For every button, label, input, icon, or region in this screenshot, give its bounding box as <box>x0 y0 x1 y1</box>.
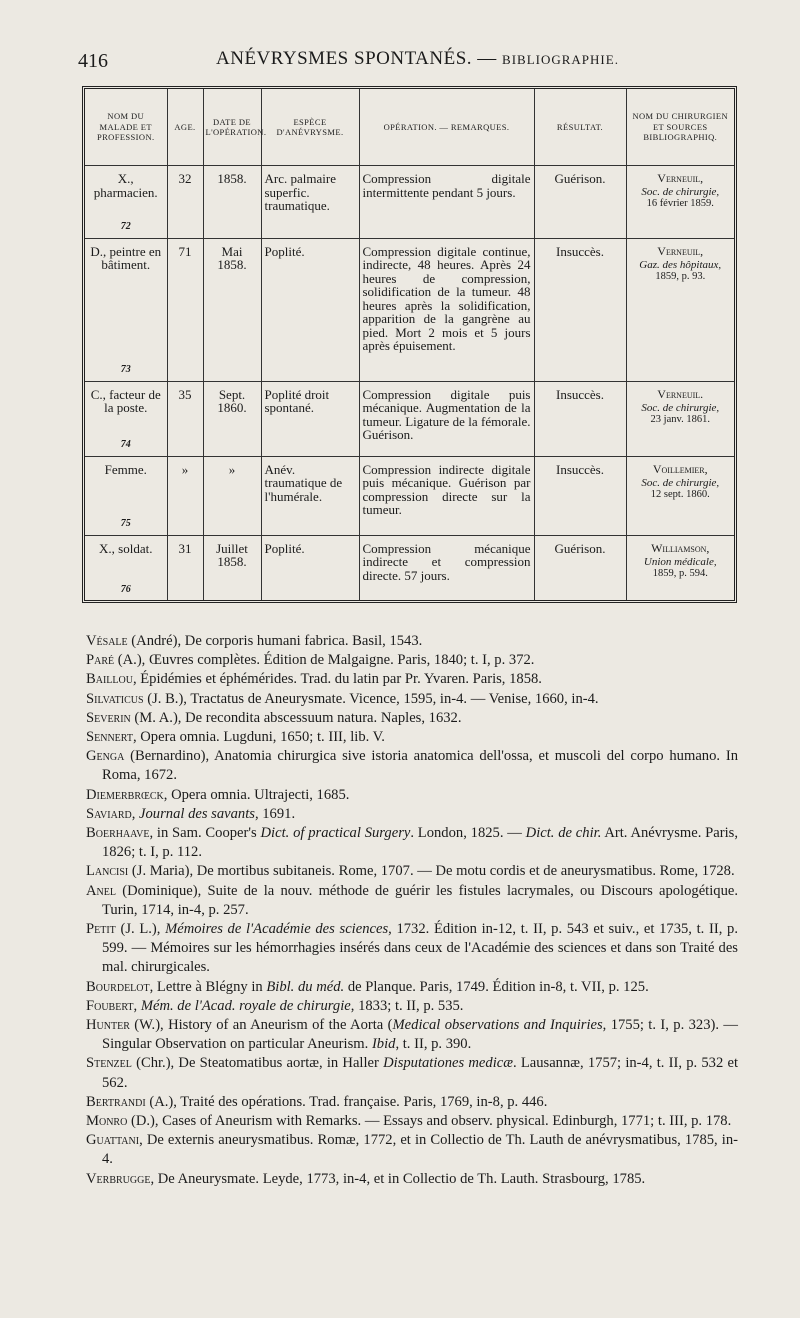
bib-text-after: , 1833; t. II, p. 535. <box>350 997 464 1014</box>
bib-author: Verbrugge <box>86 1170 151 1187</box>
bib-text-after: , 1732. Édition in-12, t. II, p. 543 et suiv., et 1735, t. II, p. 599. — Mémoires sur les hémorrhagies insérés dans ceux de l'Académie des sciences et dans son Traité des mal. chirurgicales. <box>102 921 738 976</box>
cell-patient <box>85 456 167 535</box>
bibliography-entry <box>86 1170 738 1189</box>
running-title-main: ANÉVRYSMES SPONTANÉS. <box>216 48 473 69</box>
bib-text: (A.), Œuvres complètes. Édition de Malgaigne. Paris, 1840; t. I, p. 372. <box>114 652 535 669</box>
bib-author: Baillou <box>86 671 133 688</box>
bib-author: Guattani <box>86 1132 140 1149</box>
surgeon-name: Verneuil. <box>657 386 704 401</box>
bibliography-entry <box>86 1016 738 1054</box>
cell-operation: Compression digitale puis mécanique. Augmentation de la tumeur. Ligature de la fémorale. Guérison. <box>359 381 534 456</box>
bibliography-entry <box>86 862 738 881</box>
case-table <box>85 89 734 600</box>
surgeon-source: Union médicale, <box>643 555 717 568</box>
table-row <box>85 381 734 456</box>
surgeon-name: Verneuil, <box>657 243 704 258</box>
cell-operation: Compression digitale intermittente pendant 5 jours. <box>359 166 534 239</box>
surgeon-name: Voillemier, <box>652 461 708 476</box>
bibliography-entry <box>86 747 738 785</box>
cell-operation: Compression indirecte digitale puis mécanique. Guérison par compression directe sur la tumeur. <box>359 456 534 535</box>
cell-date: Mai 1858. <box>203 238 261 381</box>
cell-age: 71 <box>167 238 203 381</box>
bibliography-entry <box>86 805 738 824</box>
running-title <box>216 48 619 70</box>
bib-text: (W.), History of an Aneurism of the Aorta ( <box>129 1017 393 1034</box>
cell-result: Guérison. <box>534 535 626 600</box>
bib-text-after: . London, 1825. — <box>410 825 526 842</box>
bib-text-after: de Planque. Paris, 1749. Édition in-8, t. VII, p. 125. <box>344 978 649 995</box>
cell-species: Poplité. <box>261 238 359 381</box>
surgeon-date: 12 sept. 1860. <box>650 488 710 500</box>
bib-text: (A.), Traité des opérations. Trad. française. Paris, 1769, in-8, p. 446. <box>145 1093 548 1110</box>
bib-text: , in Sam. Cooper's <box>149 825 261 842</box>
patient-text: Femme. <box>104 461 147 477</box>
bib-author: Petit <box>86 921 116 938</box>
cell-species: Poplité. <box>261 535 359 600</box>
bib-text-after: . Lausannæ, 1757; in-4, t. II, p. 532 et 562. <box>102 1055 738 1091</box>
cell-species: Arc. palmaire superfic. traumatique. <box>261 166 359 239</box>
cell-result: Insuccès. <box>534 381 626 456</box>
cell-patient <box>85 381 167 456</box>
case-number: 73 <box>120 364 131 376</box>
cell-age: 31 <box>167 535 203 600</box>
bib-italic-title: Journal des savants <box>139 805 255 822</box>
case-number: 74 <box>120 439 131 451</box>
bibliography-entry <box>86 997 738 1016</box>
bib-italic-title: Disputationes medicæ <box>383 1055 513 1072</box>
bibliography-entry <box>86 670 738 689</box>
bib-text: (Chr.), De Steatomatibus aortæ, in Haller <box>131 1055 384 1072</box>
bib-author: Genga <box>86 748 125 765</box>
bib-author: Hunter <box>86 1017 130 1034</box>
bibliography-entry <box>86 728 738 747</box>
cell-surgeon <box>626 166 734 239</box>
bib-text-after-2: , t. II, p. 390. <box>395 1036 472 1053</box>
cell-date: 1858. <box>203 166 261 239</box>
cell-age: » <box>167 456 203 535</box>
surgeon-name: Williamson, <box>651 540 710 555</box>
bib-author: Stenzel <box>86 1055 132 1072</box>
bib-author: Monro <box>86 1113 128 1130</box>
bib-author: Sennert <box>86 729 133 746</box>
column-header-patient: NOM DU MALADE ET PROFESSION. <box>85 89 167 166</box>
cell-species: Poplité droit spontané. <box>261 381 359 456</box>
page-number: 416 <box>78 50 108 72</box>
running-title-separator: — <box>477 48 497 69</box>
bib-text: (Dominique), Suite de la nouv. méthode de guérir les fistules lacrymales, ou Discours apologétique. Turin, 1714, in-4, p. 257. <box>102 882 738 918</box>
surgeon-date: 23 janv. 1861. <box>650 413 710 425</box>
bib-text: (J. Maria), De mortibus subitaneis. Rome, 1707. — De motu cordis et de aneurysmatibus. Rome, 1728. <box>128 863 735 880</box>
table-row <box>85 535 734 600</box>
bib-text-after: , 1755; t. I, p. 323). — Singular Observation on particular Aneurism. <box>102 1017 738 1053</box>
surgeon-source: Gaz. des hôpitaux, <box>639 258 722 271</box>
bibliography-entry <box>86 882 738 920</box>
bib-text: (André), De corporis humani fabrica. Basil, 1543. <box>127 633 423 649</box>
bib-author: Diemerbrœck <box>86 786 164 803</box>
bib-text: , Lettre à Blégny in <box>149 978 267 995</box>
bib-italic-title: Dict. of practical Surgery <box>260 825 411 842</box>
cell-result: Insuccès. <box>534 456 626 535</box>
patient-text: D., peintre en bâtiment. <box>90 243 162 273</box>
cell-date: » <box>203 456 261 535</box>
bib-text: , <box>131 805 140 822</box>
cell-operation: Compression mécanique indirecte et compression directe. 57 jours. <box>359 535 534 600</box>
patient-text: X., soldat. <box>99 540 153 556</box>
bib-text: , <box>133 997 141 1014</box>
table-header-row <box>85 89 734 166</box>
cell-date: Juillet 1858. <box>203 535 261 600</box>
bibliography-entry <box>86 1112 738 1131</box>
bib-author: Boerhaave <box>86 825 150 842</box>
bib-text: , De externis aneurysmatibus. Romæ, 1772, et in Collectio de Th. Lauth de anévrysmatibus, 1785, in-4. <box>102 1132 738 1168</box>
bib-author: Lancisi <box>86 863 129 880</box>
cell-result: Insuccès. <box>534 238 626 381</box>
case-number: 76 <box>120 583 131 595</box>
case-table-frame <box>82 86 737 603</box>
running-title-section: BIBLIOGRAPHIE. <box>502 52 619 67</box>
cell-age: 32 <box>167 166 203 239</box>
bib-author: Bourdelot <box>86 978 150 995</box>
case-number: 72 <box>120 221 131 233</box>
cell-species: Anév. traumatique de l'humérale. <box>261 456 359 535</box>
bib-text-after: , 1691. <box>254 805 296 822</box>
bib-text: (Bernardino), Anatomia chirurgica sive istoria anatomica dell'ossa, et muscoli del corpo humano. In Roma, 1672. <box>102 748 738 784</box>
bib-text: , De Aneurysmate. Leyde, 1773, in-4, et in Collectio de Th. Lauth. Strasbourg, 1785. <box>150 1170 646 1187</box>
bibliography-entry <box>86 1054 738 1092</box>
cell-result: Guérison. <box>534 166 626 239</box>
cell-surgeon <box>626 456 734 535</box>
bibliography-entry <box>86 1131 738 1169</box>
surgeon-name: Verneuil, <box>657 171 704 185</box>
bib-text-after-2: Art. Anévrysme. Paris, 1826; t. I, p. 112. <box>102 825 738 861</box>
bib-author: Paré <box>86 652 115 669</box>
cell-surgeon <box>626 381 734 456</box>
cell-surgeon <box>626 535 734 600</box>
bibliography-entry <box>86 978 738 997</box>
bib-italic-title: Mém. de l'Acad. royale de chirurgie <box>140 997 351 1014</box>
column-header-result: RÉSULTAT. <box>534 89 626 166</box>
bib-author: Foubert <box>86 997 134 1014</box>
bib-text: (D.), Cases of Aneurism with Remarks. — Essays and observ. physical. Edinburgh, 1771; t. III, p. 178. <box>127 1113 732 1130</box>
surgeon-source: Soc. de chirurgie, <box>641 476 720 489</box>
table-row <box>85 456 734 535</box>
surgeon-date: 16 février 1859. <box>646 198 714 209</box>
bib-text: , Épidémies et éphémérides. Trad. du latin par Pr. Yvaren. Paris, 1858. <box>132 671 542 688</box>
bib-italic-title: Medical observations and Inquiries <box>392 1017 603 1034</box>
case-number: 75 <box>120 518 131 530</box>
page-header <box>78 44 738 80</box>
bibliography-entry <box>86 651 738 670</box>
bib-italic-title: Bibl. du méd. <box>266 978 345 995</box>
bibliography-entry <box>86 709 738 728</box>
bibliography <box>86 632 738 1189</box>
bib-text: , Opera omnia. Lugduni, 1650; t. III, lib. V. <box>132 729 385 746</box>
cell-patient <box>85 535 167 600</box>
column-header-operation: OPÉRATION. — REMARQUES. <box>359 89 534 166</box>
column-header-date: DATE DE L'OPÉRATION. <box>203 89 261 166</box>
bib-text: , Opera omnia. Ultrajecti, 1685. <box>163 786 350 803</box>
bibliography-entry <box>86 920 738 978</box>
bibliography-entry <box>86 632 738 651</box>
table-row <box>85 166 734 239</box>
bibliography-entry <box>86 690 738 709</box>
bib-italic-title-2: Ibid <box>371 1036 396 1053</box>
bib-author: Anel <box>86 882 116 899</box>
cell-surgeon <box>626 238 734 381</box>
surgeon-source: Soc. de chirurgie, <box>641 186 720 198</box>
bib-text: (M. A.), De recondita abscessuum natura. Naples, 1632. <box>130 709 462 726</box>
cell-age: 35 <box>167 381 203 456</box>
bib-author: Saviard <box>86 805 132 822</box>
cell-patient <box>85 166 167 239</box>
bibliography-entry <box>86 786 738 805</box>
bib-author: Silvaticus <box>86 690 144 707</box>
surgeon-source: Soc. de chirurgie, <box>641 401 720 414</box>
bib-author: Vésale <box>86 633 128 649</box>
patient-text: X., pharmacien. <box>93 171 158 200</box>
cell-date: Sept. 1860. <box>203 381 261 456</box>
surgeon-date: 1859, p. 594. <box>652 567 708 579</box>
column-header-species: ESPÈCE D'ANÉVRYSME. <box>261 89 359 166</box>
bib-text: (J. B.), Tractatus de Aneurysmate. Vicence, 1595, in-4. — Venise, 1660, in-4. <box>143 690 599 707</box>
bibliography-entry <box>86 824 738 862</box>
bibliography-entry <box>86 1093 738 1112</box>
bib-italic-title: Mémoires de l'Académie des sciences <box>165 921 389 938</box>
column-header-surgeon: NOM DU CHIRURGIEN ET SOURCES BIBLIOGRAPHIQ. <box>626 89 734 166</box>
bib-text: (J. L.), <box>115 921 166 938</box>
bib-author: Severin <box>86 709 131 726</box>
cell-patient <box>85 238 167 381</box>
table-row <box>85 238 734 381</box>
column-header-age: AGE. <box>167 89 203 166</box>
patient-text: C., facteur de la poste. <box>90 386 161 416</box>
surgeon-date: 1859, p. 93. <box>655 270 706 282</box>
bib-italic-title-2: Dict. de chir. <box>525 825 602 842</box>
cell-operation: Compression digitale continue, indirecte, 48 heures. Après 24 heures de compression, solidification de la tumeur. 48 heures après la solidification, apparition de la gangrène au pied. Mort 2 mois et 5 jours après épuisement. <box>359 238 534 381</box>
bib-author: Bertrandi <box>86 1093 146 1110</box>
